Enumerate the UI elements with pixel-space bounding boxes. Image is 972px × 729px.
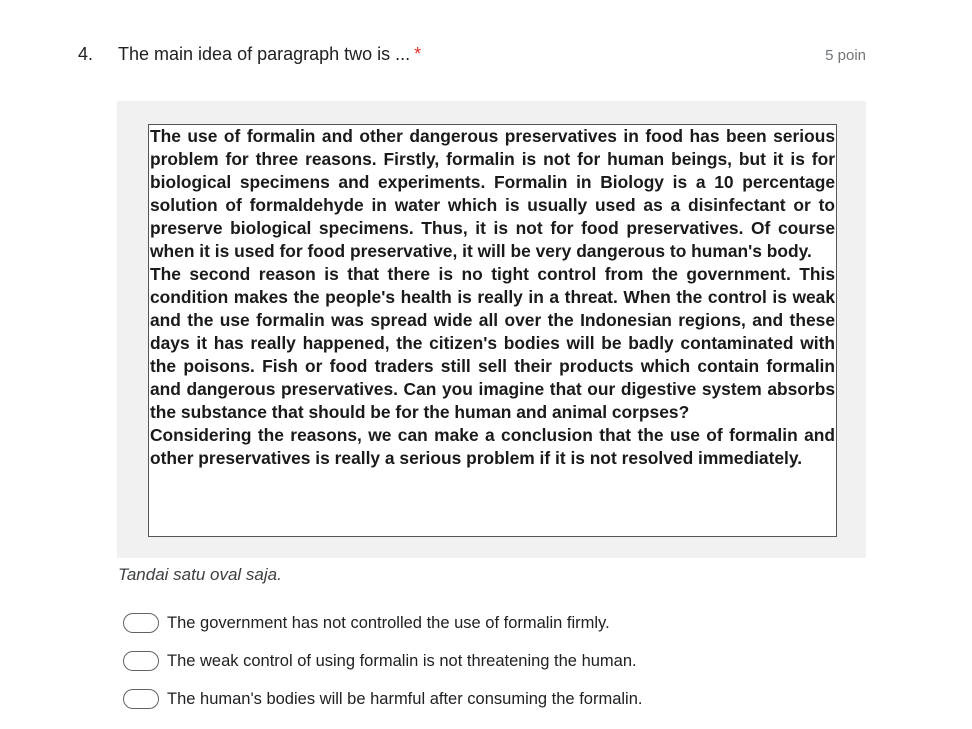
select-one-hint: Tandai satu oval saja. <box>118 565 282 584</box>
answer-option-label: The human's bodies will be harmful after consuming the formalin. <box>167 689 643 708</box>
passage-paragraph-2: The second reason is that there is no tight control from the government. This condition makes the people's health is really in a threat. When the control is weak and the use formalin was spread wide all over the Indonesian regions, and these days it has really happened, the citizen's bodies will be badly contaminated with the poisons. Fish or food traders still sell their products which contain formalin and dangerous preservatives. Can you imagine that our digestive system absorbs the substance that should be for the human and animal corpses? <box>150 264 835 422</box>
answer-option-label: The weak control of using formalin is not threatening the human. <box>167 651 637 670</box>
radio-oval[interactable] <box>123 613 159 633</box>
passage-paragraph-3: Considering the reasons, we can make a conclusion that the use of formalin and other preservatives is really a serious problem if it is not resolved immediately. <box>150 425 835 468</box>
question-points: 5 poin <box>825 47 866 64</box>
answer-option-3[interactable] <box>123 687 642 711</box>
question-title-text: The main idea of paragraph two is ... <box>118 44 411 64</box>
answer-option-1[interactable] <box>123 611 610 635</box>
passage-paragraph-1: The use of formalin and other dangerous preservatives in food has been serious problem for three reasons. Firstly, formalin is not for human beings, but it is for biological specimens and experiments. Formalin in Biology is a 10 percentage solution of formaldehyde in water which is usually used as a disinfectant or to preserve biological specimens. Thus, it is not for food preservatives. Of course when it is used for food preservative, it will be very dangerous to human's body. <box>150 126 835 261</box>
radio-oval[interactable] <box>123 689 159 709</box>
answer-option-2[interactable] <box>123 649 637 673</box>
question-number: 4. <box>78 44 94 64</box>
question-title <box>118 44 421 65</box>
radio-oval[interactable] <box>123 651 159 671</box>
required-asterisk: * <box>414 44 422 64</box>
passage-image <box>148 124 837 537</box>
answer-option-label: The government has not controlled the use of formalin firmly. <box>167 613 610 632</box>
